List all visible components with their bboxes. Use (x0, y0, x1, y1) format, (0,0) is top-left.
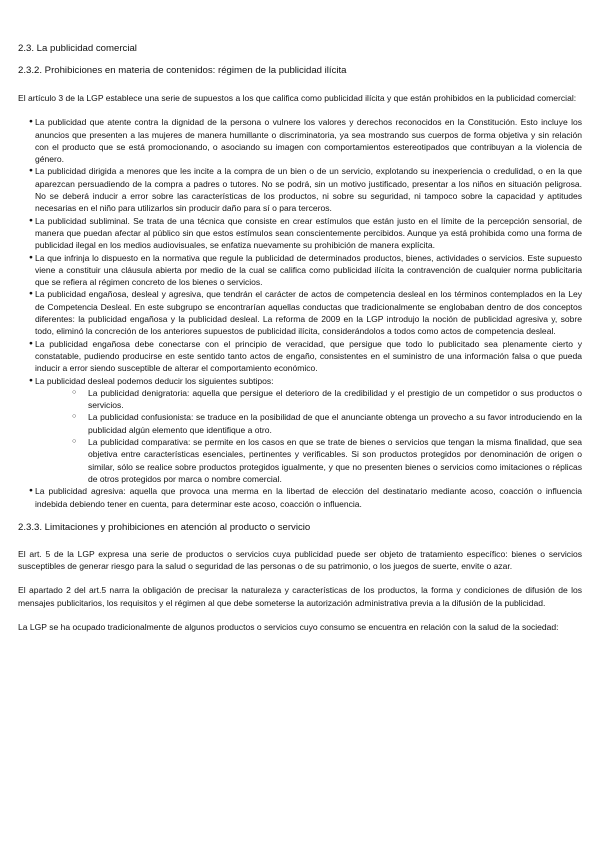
list-item: ● La publicidad engañosa, desleal y agresiva, que tendrán el carácter de actos de competencia desleal en los términos contemplados en la Ley de Competencia Desleal. En este subgrupo se encontrarían aquellas conductas que tradicionalmente se englobaban dentro de dos conceptos diferentes: la publicidad engañosa y la publicidad desleal. La reforma de 2009 en la LGP introdujo la noción de publicidad agresiva y, sobre todo, eliminó la concreción de los anteriores supuestos de publicidad ilícita, considerándolos a todos como actos de competencia desleal. (18, 288, 582, 337)
paragraph: La LGP se ha ocupado tradicionalmente de algunos productos o servicios cuyo consumo se encuentra en relación con la salud de la sociedad: (18, 621, 559, 632)
section-heading-sub: 2.3.2. Prohibiciones en materia de contenidos: régimen de la publicidad ilícita (18, 65, 347, 76)
document-content (18, 43, 582, 633)
list-item: ● La publicidad dirigida a menores que les incite a la compra de un bien o de un servicio, explotando su inexperiencia o credulidad, o en la que aparezcan persuadiendo de la compra a padres o tutores. No se podrá, sin un motivo justificado, presentar a los niños en situación peligrosa. No se deberá inducir a error sobre las características de los productos, ni sobre su seguridad, ni tampoco sobre la capacidad y aptitudes necesarias en el niño para utilizarlos sin producir daño para sí o para terceros. (18, 165, 582, 214)
subtypes-list (35, 387, 582, 485)
list-item (18, 375, 582, 486)
sub-list-item: ○ La publicidad denigratoria: aquella que persigue el deterioro de la credibilidad y el prestigio de un competidor o sus productos o servicios. (35, 387, 582, 412)
section2-heading: 2.3.3. Limitaciones y prohibiciones en atención al producto o servicio (18, 521, 311, 533)
list-item: ● La publicidad engañosa debe conectarse con el principio de veracidad, que persigue que todo lo publicitado sea plenamente cierto y constatable, pudiendo producirse en este sentido tanto actos de engaño, consistentes en el suministro de una información falsa o que pueda inducir a error siendo susceptible de alterar el comportamiento económico. (18, 338, 582, 375)
sub-list-item: ○ La publicidad comparativa: se permite en los casos en que se trate de bienes o servicios que tengan la misma finalidad, que sea objetiva entre características esenciales, pertinentes y verificables. Si son productos protegidos por denominación de origen o similar, sólo se realice sobre productos protegidos igualmente, y que no presenten bienes o servicios como imitaciones o réplicas de otros protegidos por marca o nombre comercial. (35, 436, 582, 485)
section-heading-main: 2.3. La publicidad comercial (18, 43, 137, 54)
paragraph: El apartado 2 del art.5 narra la obligación de precisar la naturaleza y características de los productos, la forma y condiciones de difusión de los mensajes publicitarios, los requisitos y el régimen al que debe someterse la autorización administrativa previa a la difusión de la publicidad. (18, 585, 582, 608)
list-item: ● La que infrinja lo dispuesto en la normativa que regule la publicidad de determinados productos, bienes, actividades o servicios. Este supuesto viene a constituir una cláusula abierta por medio de la cual se califica como publicidad ilícita la contravención de cualquier norma publicitaria que se refiera al régimen concreto de los bienes o servicios. (18, 252, 582, 289)
sub-list-item: ○ La publicidad confusionista: se traduce en la posibilidad de que el anunciante obtenga un provecho a su favor introduciendo en la publicidad algún elemento que identifique a otro. (35, 411, 582, 436)
list-item: ● La publicidad subliminal. Se trata de una técnica que consiste en crear estímulos que están justo en el límite de la percepción sensorial, de manera que puedan afectar al público sin que estos estímulos sean conscientemente percibidos. Aunque ya está prohibida como una forma de publicidad ilegal en los medios audiovisuales, se enfatiza nuevamente su prohibición de manera explícita. (18, 215, 582, 252)
illicit-advertising-list (18, 116, 582, 510)
paragraph: El art. 5 de la LGP expresa una serie de productos o servicios cuya publicidad puede ser objeto de tratamiento específico: bienes o servicios susceptibles de generar riesgo para la salud o seguridad de las personas o de su patrimonio, o los juegos de suerte, envite o azar. (18, 548, 582, 572)
intro-paragraph: El artículo 3 de la LGP establece una serie de supuestos a los que califica como publicidad ilícita y que están prohibidos en la publicidad comercial: (18, 93, 577, 103)
list-item: ● La publicidad agresiva: aquella que provoca una merma en la libertad de elección del destinatario mediante acoso, coacción o influencia indebida debiendo tener en cuenta, para determinar este acoso, coacción o influencia. (18, 485, 582, 510)
list-item: ● La publicidad que atente contra la dignidad de la persona o vulnere los valores y derechos reconocidos en la Constitución. Esto incluye los anuncios que presenten a las mujeres de manera humillante o discriminatoria, ya sea mostrando sus cuerpos de forma objetiva y sin relación con el producto que se está promocionando, o asociando su imagen con comportamientos estereotipados que contribuyan a la violencia de género. (18, 116, 582, 165)
subtypes-intro: ● La publicidad desleal podemos deducir los siguientes subtipos: (35, 375, 274, 386)
